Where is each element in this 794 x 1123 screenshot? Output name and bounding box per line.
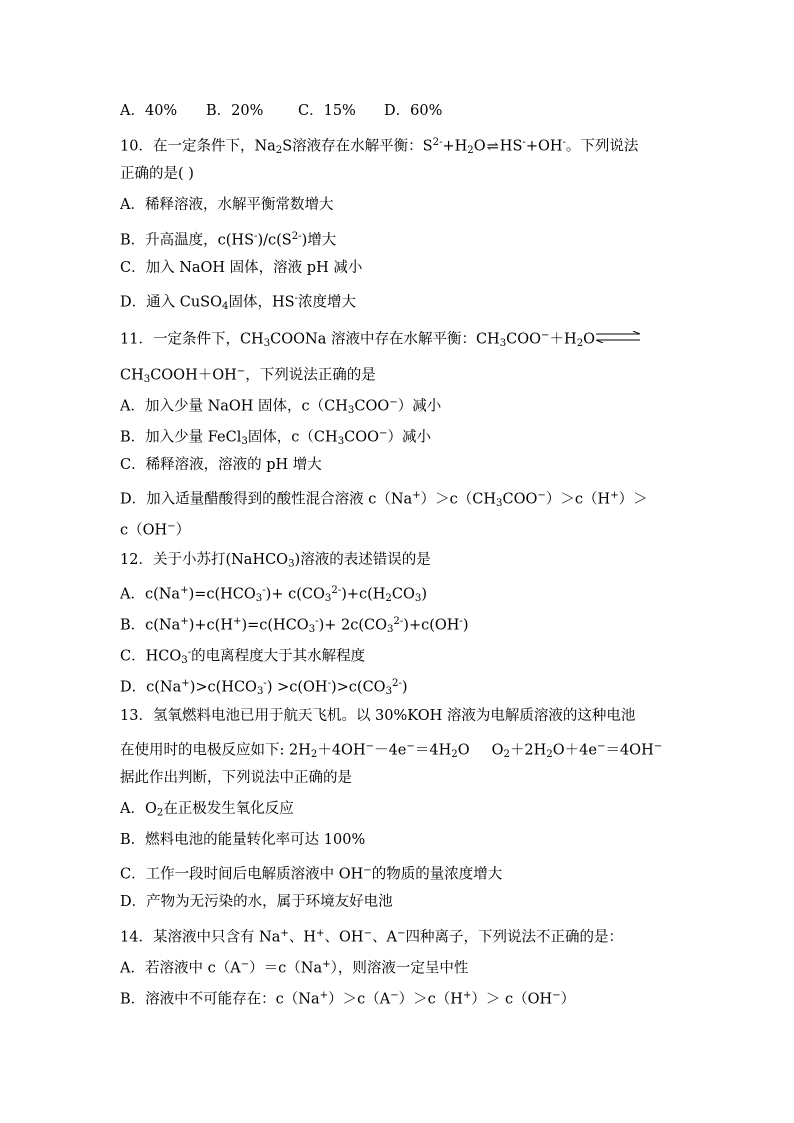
q11-stem-line1: 11．一定条件下，$CH_3COONa$ 溶液中存在水解平衡：$CH_3COO^-+H_2O$ bbox=[120, 326, 674, 354]
q14-option-b: B．溶液中不可能存在：c（Na+）＞c（A−）＞c（H+）＞ c（OH−） bbox=[120, 990, 576, 1008]
q13-option-c: C．工作一段时间后电解质溶液中 OH−的物质的量浓度增大 bbox=[120, 865, 503, 883]
q11-option-a: A．加入少量 NaOH 固体，$c(CH_3COO^-)$减小 bbox=[120, 397, 442, 417]
q10-option-b: B．升高温度，$c(HS^-)/c(S^{2-})$增大 bbox=[120, 231, 337, 249]
q13-stem-line2: 在使用时的电极反应如下: $2H_2+4OH^--4e^-=4H_2O$ $O_2+2H_2O+4e^-=4OH^-$ bbox=[120, 741, 663, 761]
equilibrium-arrow-icon bbox=[595, 331, 641, 343]
q14-stem: 14．某溶液中只含有 Na+、H+、OH−、A−四种离子，下列说法不正确的是： bbox=[120, 928, 624, 946]
q13-option-b: B．燃料电池的能量转化率可达 100% bbox=[120, 832, 366, 848]
q10-option-c: C．加入 NaOH 固体，溶液 pH 减小 bbox=[120, 260, 363, 276]
equilibrium-arrow-icon: ⇌ bbox=[486, 138, 499, 155]
q9-option-b: B．20% bbox=[206, 103, 264, 119]
q11-option-d: D．加入适量醋酸得到的酸性混合溶液 $c(Na^+)>c(CH_3COO^-)>c(H^+)>$ bbox=[120, 490, 648, 510]
q10-stem-line1: 10．在一定条件下，$Na_2S$溶液存在水解平衡：$S^{2-}+H_2O\rightleftharpoons HS^-+OH^-$。下列说法 bbox=[120, 137, 639, 157]
q12-option-a: A．$c(Na^+)=c(HCO_3^-)+ c(CO_3^{2-})+c(H_2CO_3)$ bbox=[120, 585, 427, 605]
q9-options bbox=[120, 101, 674, 121]
q10-option-d: D．通入 CuSO$_4$固体，HS-浓度增大 bbox=[120, 293, 356, 313]
q11-option-d-cont: c（OH−） bbox=[120, 521, 191, 539]
q11-stem-line2: $CH_3COOH+OH^-$，下列说法正确的是 bbox=[120, 366, 376, 386]
q10-option-a: A．稀释溶液，水解平衡常数增大 bbox=[120, 197, 334, 213]
q9-option-d: D．60% bbox=[384, 103, 443, 119]
q13-option-a: A．$O_2$在正极发生氧化反应 bbox=[120, 801, 294, 819]
q14-option-a: A．若溶液中 c（A−）＝c（Na+），则溶液一定呈中性 bbox=[120, 959, 469, 977]
q12-option-c: C．$HCO_3^-$的电离程度大于其水解程度 bbox=[120, 647, 366, 667]
q12-stem: 12．关于小苏打(NaHCO$_3$)溶液的表述错误的是 bbox=[120, 552, 431, 570]
q12-option-d: D．$c(Na^+)>c(HCO_3^-) >c(OH^-)>c(CO_3^{2-})$ bbox=[120, 678, 408, 698]
q11-option-b: B．加入少量 FeCl$_3$固体，$c(CH_3COO^-)$减小 bbox=[120, 428, 431, 448]
q12-option-b: B．$c(Na^+)+c(H^+)=c(HCO_3^-)+ 2c(CO_3^{2-})+c(OH^-)$ bbox=[120, 616, 469, 636]
q9-option-a: A．40% bbox=[120, 103, 178, 119]
q10-stem-line2: 正确的是( ) bbox=[120, 166, 194, 182]
q13-stem-line1: 13．氢氧燃料电池已用于航天飞机。以 30%KOH 溶液为电解质溶液的这种电池 bbox=[120, 708, 636, 724]
q9-option-c: C．15% bbox=[298, 103, 356, 119]
q11-option-c: C．稀释溶液，溶液的 pH 增大 bbox=[120, 457, 322, 473]
q13-stem-line3: 据此作出判断，下列说法中正确的是 bbox=[120, 770, 352, 786]
q13-option-d: D．产物为无污染的水，属于环境友好电池 bbox=[120, 894, 393, 910]
